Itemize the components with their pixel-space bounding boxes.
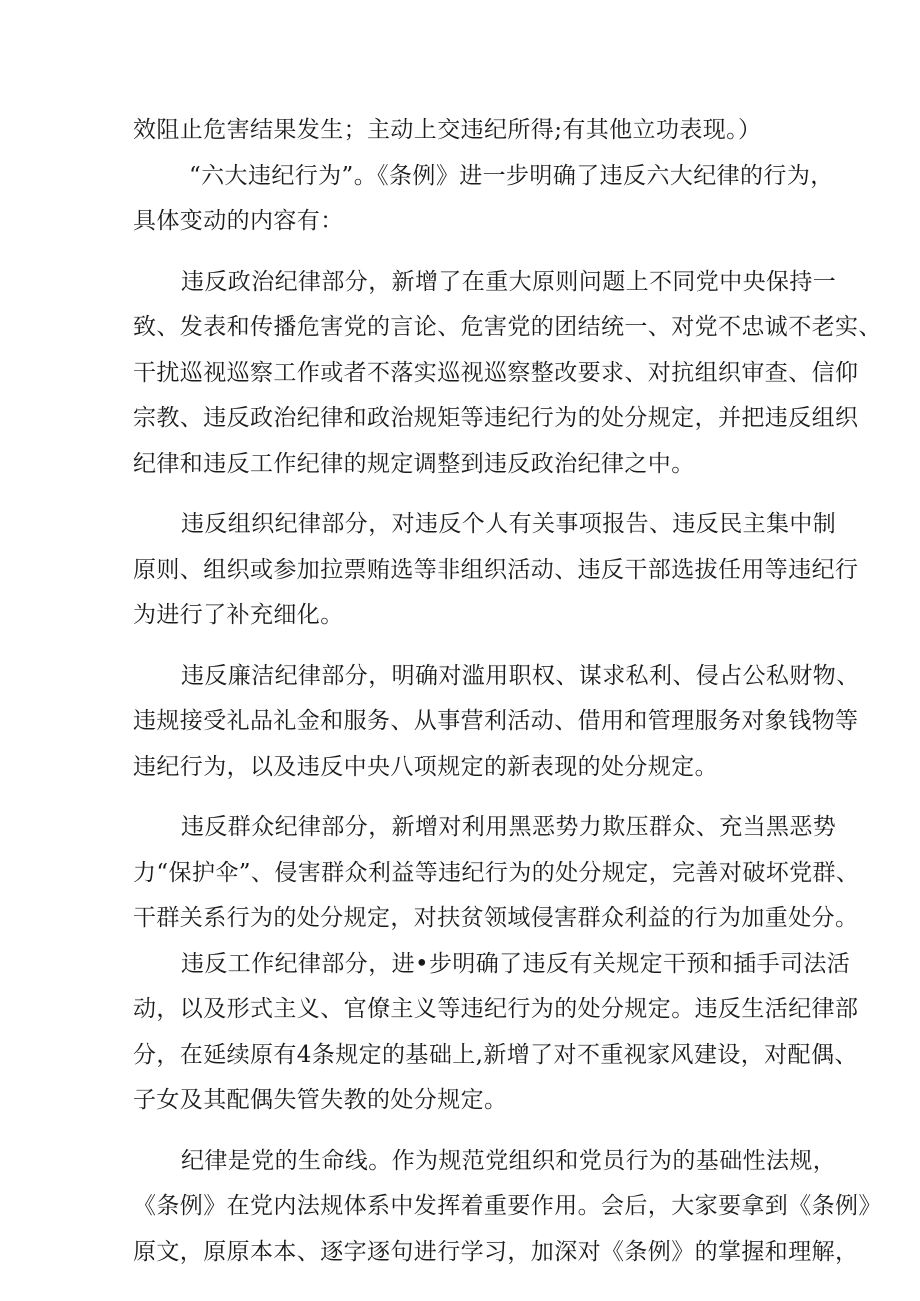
text-line: 违反群众纪律部分，新增对利用黑恶势力欺压群众、充当黑恶势 (181, 814, 837, 840)
text-line: 子女及其配偶失管失教的处分规定。 (133, 1087, 508, 1113)
paragraph-work-discipline (133, 942, 859, 1124)
text-line: 违规接受礼品礼金和服务、从事营利活动、借用和管理服务对象钱物等 (133, 708, 859, 734)
text-line: 违纪行为，以及违反中央八项规定的新表现的处分规定。 (133, 753, 718, 780)
text-line: 致、发表和传播危害党的言论、危害党的团结统一、对党不忠诚不老实、 (133, 314, 882, 340)
text-line: 纪律和违反工作纪律的规定调整到违反政治纪律之中。 (133, 450, 695, 477)
text-line: 原文，原原本本、逐字逐句进行学习，加深对《条例》的掌握和理解， (133, 1238, 859, 1265)
text-line: 违反工作纪律部分，进•步明确了违反有关规定干预和插手司法活 (181, 950, 851, 977)
text-line: 违反组织纪律部分，对违反个人有关事项报告、违反民主集中制 (181, 511, 837, 537)
text-line: 违反廉洁纪律部分，明确对滥用职权、谋求私利、侵占公私财物、 (181, 662, 860, 689)
text-line: 干群关系行为的处分规定，对扶贫领域侵害群众利益的行为加重处分。 (133, 905, 859, 931)
paragraph-organizational-discipline (133, 502, 859, 639)
text-line: 违反政治纪律部分，新增了在重大原则问题上不同党中央保持一 (181, 268, 837, 295)
text-line: “六大违纪行为”。《条例》进一步明确了违反六大纪律的行为， (189, 162, 834, 189)
paragraph-integrity-discipline (133, 654, 860, 791)
text-line: 原则、组织或参加拉票贿选等非组织活动、违反干部选拔任用等违纪行 (133, 556, 859, 583)
paragraph-continuation (133, 108, 793, 154)
text-line: 力“保护伞”、侵害群众利益等违纪行为的处分规定，完善对破坏党群、 (133, 859, 860, 886)
text-line: 干扰巡视巡察工作或者不落实巡视巡察整改要求、对抗组织审查、信仰 (133, 359, 859, 386)
text-line: 具体变动的内容有： (133, 208, 344, 234)
text-line: 《条例》在党内法规体系中发挥着重要作用。会后，大家要拿到《条例》 (133, 1193, 882, 1219)
text-line: 分，在延续原有4条规定的基础上,新增了对不重视家风建设，对配偶、 (133, 1041, 858, 1068)
paragraph-six-violations (133, 154, 834, 245)
paragraph-political-discipline (133, 260, 882, 488)
text-line: 宗教、违反政治纪律和政治规矩等违纪行为的处分规定，并把违反组织 (133, 405, 859, 431)
paragraph-conclusion (133, 1139, 882, 1276)
text-line: 效阻止危害结果发生；主动上交违纪所得;有其他立功表现。） (133, 117, 762, 143)
text-line: 动，以及形式主义、官僚主义等违纪行为的处分规定。违反生活纪律部 (133, 996, 859, 1022)
text-line: 纪律是党的生命线。作为规范党组织和党员行为的基础性法规， (181, 1147, 837, 1174)
paragraph-mass-discipline (133, 805, 860, 942)
document-body (133, 108, 882, 1275)
text-line: 为进行了补充细化。 (133, 602, 344, 628)
